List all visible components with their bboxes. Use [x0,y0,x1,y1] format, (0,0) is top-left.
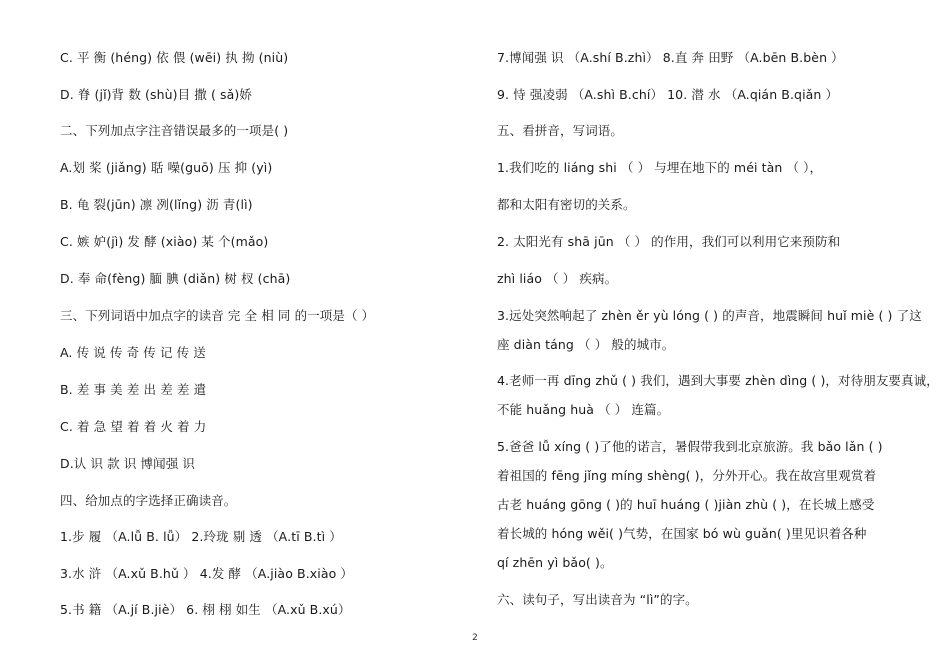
right-line-6: 2. 太阳光有 shā jūn （ ） 的作用，我们可以利用它来预防和 [497,234,841,249]
left-line-9: A. 传 说 传 奇 传 记 传 送 [60,345,206,360]
left-line-16: 5.书 籍 （A.jí B.jiè） 6. 栩 栩 如生 （A.xǔ B.xú） [60,602,351,617]
left-line-15: 3.水 浒 （A.xǔ B.hǔ ） 4.发 酵 （A.jiào B.xiào ） [60,566,354,581]
right-line-4: 1.我们吃的 liáng shi （ ） 与埋在地下的 méi tàn （ ）， [497,160,823,175]
question-5-heading: 五、看拼音，写词语。 [497,123,624,138]
left-line-11: C. 着 急 望 着 着 火 着 力 [60,419,207,434]
right-line-12: 5.爸爸 lǚ xíng ( )了他的诺言，暑假带我到北京旅游。我 bǎo lǎn ( ) [497,439,883,454]
right-line-8: 3.远处突然响起了 zhèn ěr yù lóng ( ) 的声音，地震瞬间 huǐ miè ( ) 了这 [497,308,922,323]
left-line-12: D.认 识 款 识 博闻强 识 [60,456,195,471]
right-line-14: 古老 huáng gōng ( )的 huī huáng ( )jiàn zhù ( )，在长城上感受 [497,497,875,512]
left-line-2: D. 脊 (jǐ)背 数 (shù)目 撒 ( sǎ)娇 [60,87,252,102]
left-line-10: B. 差 事 美 差 出 差 差 遣 [60,382,207,397]
right-line-9: 座 diàn táng （ ） 般的城市。 [497,337,675,352]
left-line-6: C. 嫉 妒(jì) 发 酵 (xiào) 某 个(mǎo) [60,234,269,249]
right-line-15: 着长城的 hóng wěi( )气势，在国家 bó wù guǎn( )里见识着各种 [497,526,867,541]
right-line-11: 不能 huǎng huà （ ） 连篇。 [497,402,670,417]
left-line-5: B. 龟 裂(jūn) 凛 冽(lǐng) 沥 青(lì) [60,197,253,212]
question-4-heading: 四、给加点的字选择正确读音。 [60,493,237,508]
page-number: 2 [472,633,478,643]
question-3-heading: 三、下列词语中加点字的读音 完 全 相 同 的一项是（ ） [60,308,375,323]
left-line-4: A.划 桨 (jiǎng) 聒 噪(guō) 压 抑 (yì) [60,160,273,175]
right-line-7: zhì liáo （ ） 疾病。 [497,271,618,286]
right-line-13: 着祖国的 fēng jǐng míng shèng( )，分外开心。我在故宫里观赏着 [497,468,877,483]
question-2-heading: 二、下列加点字注音错误最多的一项是( ) [60,123,289,138]
right-line-5: 都和太阳有密切的关系。 [497,197,636,212]
right-line-1: 7.博闻强 识 （A.shí B.zhì） 8.直 奔 田野 （A.bēn B.bèn ） [497,50,844,65]
left-line-14: 1.步 履 （A.lǚ B. lǚ） 2.玲珑 剔 透 （A.tī B.tì ） [60,529,342,544]
right-line-2: 9. 恃 强凌弱 （A.shì B.chí） 10. 潜 水 （A.qián B.qiǎn ） [497,87,839,102]
question-6-heading: 六、读句子，写出读音为 “lì”的字。 [497,592,698,607]
right-line-10: 4.老师一再 dīng zhǔ ( ) 我们，遇到大事要 zhèn dìng ( )，对待朋友要真诚， [497,373,939,388]
right-line-16: qí zhēn yì bǎo( )。 [497,555,613,570]
left-line-1: C. 平 衡 (héng) 依 偎 (wēi) 执 拗 (niù) [60,50,289,65]
left-line-7: D. 奉 命(fèng) 腼 腆 (diǎn) 树 杈 (chā) [60,271,291,286]
